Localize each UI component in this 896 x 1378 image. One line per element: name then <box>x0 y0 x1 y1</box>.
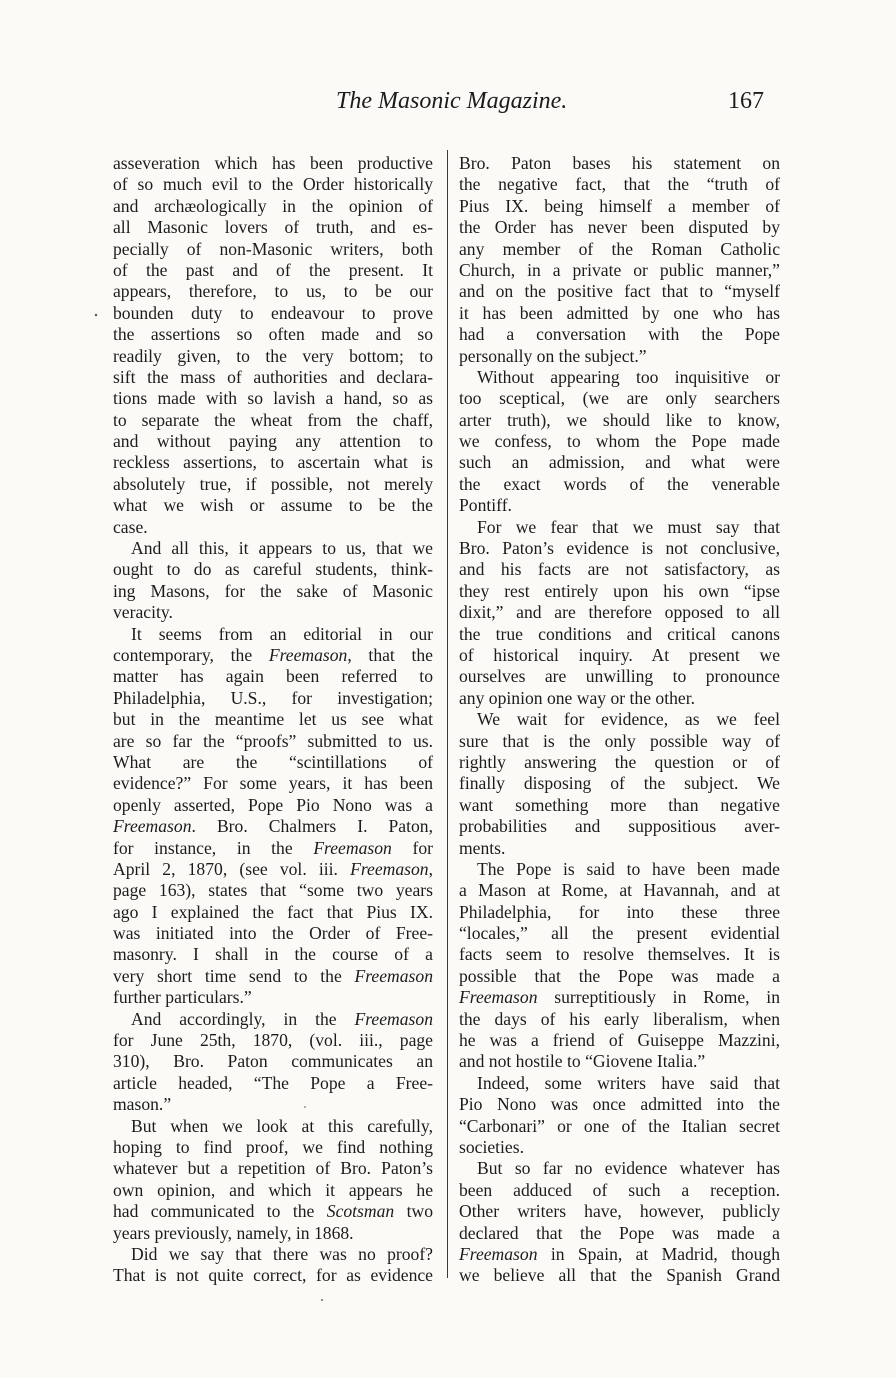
text-line: appears, therefore, to us, to be our <box>113 281 433 302</box>
text-line: finally disposing of the subject. We <box>459 773 780 794</box>
column-divider <box>447 150 448 1278</box>
text-line: probabilities and suppositious aver- <box>459 816 780 837</box>
text-line: Did we say that there was no proof? <box>131 1243 433 1264</box>
text-line: The Pope is said to have been made <box>477 858 780 879</box>
text-line: too sceptical, (we are only searchers <box>459 388 780 409</box>
text-line: and archæologically in the opinion of <box>113 195 433 216</box>
text-line: Philadelphia, for into these three <box>459 901 780 922</box>
text-line: “Carbonari” or one of the Italian secret <box>459 1115 780 1136</box>
text-line: own opinion, and which it appears he <box>113 1179 433 1200</box>
text-line: facts seem to resolve themselves. It is <box>459 944 780 965</box>
text-line: dixit,” and are therefore opposed to all <box>459 602 780 623</box>
text-line: all Masonic lovers of truth, and es- <box>113 217 433 238</box>
periodical-name: Freemason <box>268 644 348 665</box>
text-line: was initiated into the Order of Free- <box>113 923 433 944</box>
text-line: Freemason surreptitiously in Rome, in <box>459 987 780 1008</box>
text-line: But so far no evidence whatever has <box>477 1158 780 1179</box>
text-line: Pius IX. being himself a member of <box>459 195 780 216</box>
text-line: sift the mass of authorities and declara- <box>113 366 433 387</box>
right-column <box>459 153 780 1287</box>
text-line: and not hostile to “Giovene Italia.” <box>459 1051 706 1072</box>
text-line: What are the “scintillations of <box>113 751 433 772</box>
text-line: That is not quite correct, for as evidence <box>113 1265 433 1286</box>
text-line: ought to do as careful students, think- <box>113 559 433 580</box>
text-line: it has been admitted by one who has <box>459 302 780 323</box>
text-line: years previously, namely, in 1868. <box>113 1222 354 1243</box>
text-line: Bro. Paton’s evidence is not conclusive, <box>459 538 780 559</box>
text-line: Without appearing too inquisitive or <box>477 366 780 387</box>
page-number: 167 <box>728 88 764 114</box>
text-line: readily given, to the very bottom; to <box>113 345 433 366</box>
text-line: But when we look at this carefully, <box>131 1115 433 1136</box>
text-line: further particulars.” <box>113 987 252 1008</box>
periodical-name: Freemason <box>354 965 433 986</box>
text-line: and without paying any attention to <box>113 431 433 452</box>
periodical-name: Freemason <box>313 837 392 858</box>
text-line: And all this, it appears to us, that we <box>131 538 433 559</box>
text-line: of so much evil to the Order historically <box>113 174 433 195</box>
text-line: hoping to find proof, we find nothing <box>113 1136 433 1157</box>
text-line: and his facts are not satisfactory, as <box>459 559 780 580</box>
text-line: It seems from an editorial in our <box>131 623 433 644</box>
text-line: possible that the Pope was made a <box>459 965 780 986</box>
text-line: Church, in a private or public manner,” <box>459 259 780 280</box>
text-line: Philadelphia, U.S., for investigation; <box>113 687 433 708</box>
text-line: ourselves are unwilling to pronounce <box>459 666 780 687</box>
text-line: evidence?” For some years, it has been <box>113 773 433 794</box>
running-header <box>0 88 896 128</box>
text-line: been adduced of such a reception. <box>459 1179 780 1200</box>
running-title: The Masonic Magazine. <box>336 88 568 114</box>
text-line: arter truth), we should like to know, <box>459 409 780 430</box>
text-line: ago I explained the fact that Pius IX. <box>113 901 433 922</box>
text-line: Other writers have, however, publicly <box>459 1201 780 1222</box>
text-line: Indeed, some writers have said that <box>477 1072 780 1093</box>
left-column <box>113 153 433 1287</box>
text-line: tions made with so lavish a hand, so as <box>113 388 433 409</box>
text-line: want something more than negative <box>459 794 780 815</box>
periodical-name: Scotsman <box>326 1201 395 1222</box>
text-line: and on the positive fact that to “myself <box>459 281 780 302</box>
text-line: contemporary, the Freemason, that the <box>113 644 433 665</box>
text-line: societies. <box>459 1136 524 1157</box>
text-line: the days of his early liberalism, when <box>459 1008 780 1029</box>
text-line: they rest entirely upon his own “ipse <box>459 580 780 601</box>
text-line: Pio Nono was once admitted into the <box>459 1094 780 1115</box>
text-line: whatever but a repetition of Bro. Paton’s <box>113 1158 433 1179</box>
text-line: openly asserted, Pope Pio Nono was a <box>113 794 433 815</box>
text-line: the true conditions and critical canons <box>459 623 780 644</box>
text-line: such an admission, and what were <box>459 452 780 473</box>
text-line: but in the meantime let us see what <box>113 709 433 730</box>
text-line: case. <box>113 516 148 537</box>
text-line: matter has again been referred to <box>113 666 433 687</box>
text-line: for June 25th, 1870, (vol. iii., page <box>113 1030 433 1051</box>
text-line: declared that the Pope was made a <box>459 1222 780 1243</box>
text-line: sure that is the only possible way of <box>459 730 780 751</box>
text-line: had a conversation with the Pope <box>459 324 780 345</box>
text-line: the assertions so often made and so <box>113 324 433 345</box>
text-line: he was a friend of Guiseppe Mazzini, <box>459 1030 780 1051</box>
text-line: the Order has never been disputed by <box>459 217 780 238</box>
text-line: article headed, “The Pope a Free- <box>113 1072 433 1093</box>
text-line: the exact words of the venerable <box>459 473 780 494</box>
periodical-name: Freemason <box>459 1243 538 1264</box>
text-line: veracity. <box>113 602 173 623</box>
periodical-name: Freemason <box>354 1008 433 1029</box>
text-line: a Mason at Rome, at Havannah, and at <box>459 880 780 901</box>
text-line: ments. <box>459 837 506 858</box>
text-line: absolutely true, if possible, not merely <box>113 473 433 494</box>
text-line: asseveration which has been productive <box>113 153 433 173</box>
text-line: ing Masons, for the sake of Masonic <box>113 580 433 601</box>
text-line: “locales,” all the present evidential <box>459 923 780 944</box>
text-line: we believe all that the Spanish Grand <box>459 1265 780 1286</box>
text-line: Pontiff. <box>459 495 512 516</box>
text-line: very short time send to the Freemason <box>113 965 433 986</box>
text-line: April 2, 1870, (see vol. iii. Freemason, <box>113 858 433 879</box>
text-line: personally on the subject.” <box>459 345 647 366</box>
text-line: bounden duty to endeavour to prove <box>113 302 433 323</box>
text-line: Freemason. Bro. Chalmers I. Paton, <box>113 816 433 837</box>
text-line: mason.” <box>113 1094 172 1115</box>
text-line: any opinion one way or the other. <box>459 687 695 708</box>
text-line: for instance, in the Freemason for <box>113 837 433 858</box>
text-line: And accordingly, in the Freemason <box>131 1008 433 1029</box>
text-line: any member of the Roman Catholic <box>459 238 780 259</box>
text-line: what we wish or assume to be the <box>113 495 433 516</box>
periodical-name: Freemason <box>350 858 429 879</box>
text-line: we confess, to whom the Pope made <box>459 431 780 452</box>
periodical-name: Freemason <box>459 987 538 1008</box>
text-line: the negative fact, that the “truth of <box>459 174 780 195</box>
text-line: had communicated to the Scotsman two <box>113 1201 433 1222</box>
text-line: of historical inquiry. At present we <box>459 644 780 665</box>
text-line: rightly answering the question or of <box>459 751 780 772</box>
text-line: pecially of non-Masonic writers, both <box>113 238 433 259</box>
text-line: are so far the “proofs” submitted to us. <box>113 730 433 751</box>
text-line: Freemason in Spain, at Madrid, though <box>459 1243 780 1264</box>
text-line: page 163), states that “some two years <box>113 880 433 901</box>
text-line: reckless assertions, to ascertain what is <box>113 452 433 473</box>
periodical-name: Freemason <box>113 816 192 837</box>
text-line: of the past and of the present. It <box>113 259 433 280</box>
text-line: to separate the wheat from the chaff, <box>113 409 433 430</box>
text-line: 310), Bro. Paton communicates an <box>113 1051 433 1072</box>
text-line: We wait for evidence, as we feel <box>477 709 780 730</box>
text-line: Bro. Paton bases his statement on <box>459 153 780 173</box>
text-line: For we fear that we must say that <box>477 516 780 537</box>
text-line: masonry. I shall in the course of a <box>113 944 433 965</box>
